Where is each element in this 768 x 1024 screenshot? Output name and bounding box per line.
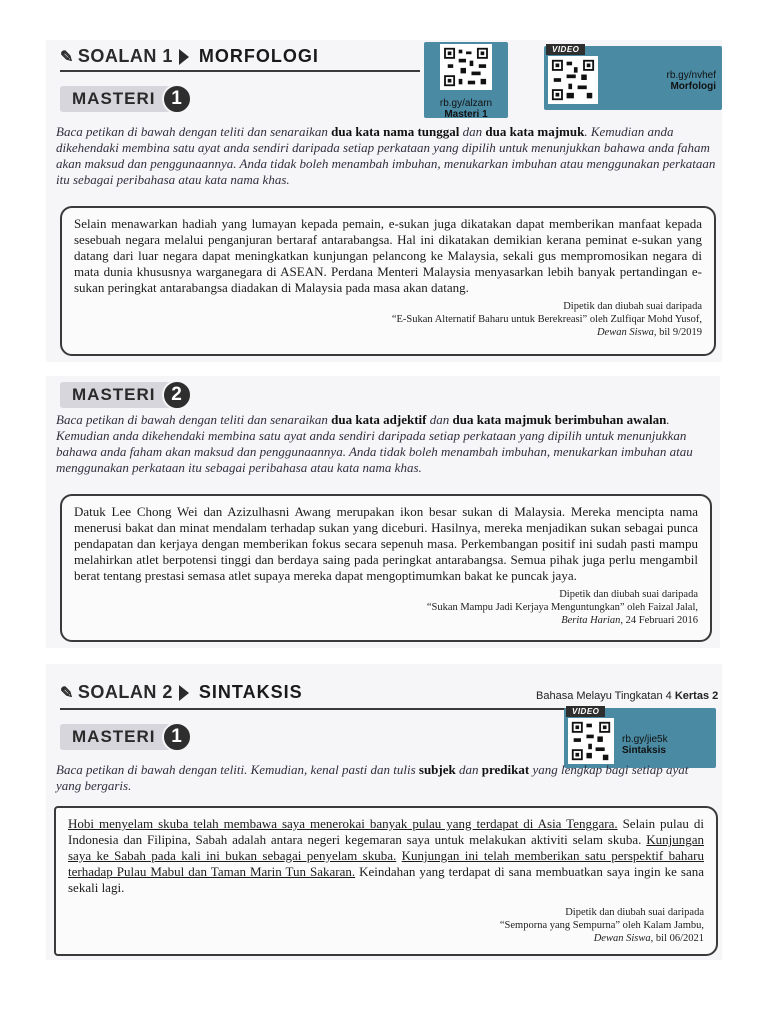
soalan-1-section [46,40,722,362]
qr-link[interactable]: rb.gy/alzarn [439,98,493,109]
masteri-label: MASTERI [60,86,190,112]
passage-box [60,206,716,356]
masteri-2-section [46,376,720,648]
passage-credit: Dipetik dan diubah suai daripada “E-Sukan Alternatif Baharu untuk Berekreasi” oleh Zulfiqar Mohd Yusof, Dewan Siswa, bil 9/2019 [391,301,702,338]
qr-code-icon[interactable] [440,44,492,90]
soalan-2-section [46,664,722,960]
qr-code-icon[interactable] [548,56,598,104]
soalan-tag: ✎ SOALAN 1 [60,46,173,66]
instruction-text: Baca petikan di bawah dengan teliti. Kemudian, kenal pasti dan tulis subjek dan predikat yang lengkap bagi setiap ayat yang bergaris. [56,762,689,793]
masteri-badge [60,84,192,114]
masteri-label: MASTERI [60,724,190,750]
video-caption [622,734,712,756]
video-link[interactable]: rb.gy/jie5k [622,734,668,745]
masteri-number: 1 [162,722,192,752]
passage-credit: Dipetik dan diubah suai daripada “Semporna yang Sempurna” oleh Kalam Jambu, Dewan Siswa, bil 06/2021 [499,907,704,944]
underlined-sentence: Hobi menyelam skuba telah membawa saya menerokai banyak pulau yang terdapat di Asia Tenggara. [68,816,618,831]
masteri-number: 1 [162,84,192,114]
topic-title: MORFOLOGI [198,46,319,66]
masteri-number: 2 [162,380,192,410]
passage-text: Selain menawarkan hadiah yang lumayan kepada pemain, e-sukan juga dikatakan dapat memberikan manfaat kepada sesebuah negara melalui penganjuran bertaraf antarabangsa. Hal ini dikatakan demikian kerana peminat e-sukan yang datang dari luar negara dapat meningkatkan kunjungan pelancong ke Malaysia, sekali gus mempromosikan negara di mata dunia khususnya warganegara di ASEAN. Perdana Menteri Malaysia menyasarkan lebih banyak pertandingan e-sukan peringkat antarabangsa diadakan di Malaysia pada masa akan datang. [74,216,702,295]
video-link[interactable]: rb.gy/nvhef [666,70,716,81]
pencil-icon: ✎ [60,684,74,702]
instruction-text: Baca petikan di bawah dengan teliti dan senaraikan dua kata adjektif dan dua kata majmuk berimbuhan awalan. Kemudian anda dikehendaki membina satu ayat anda sendiri daripada setiap perkataan yang dipilih untuk menunjukkan bahawa anda faham akan maksud dan penggunaannya. Anda tidak boleh menambah imbuhan, menukarkan imbuhan atau menggunakan perkataan itu sebagai peribahasa atau kata nama khas. [56,412,693,475]
passage-box [60,494,712,642]
underlined-sentence: Kunjungan saya ke Sabah pada kali ini bukan sebagai penyelam skuba. [68,832,704,863]
passage-text: Datuk Lee Chong Wei dan Azizulhasni Awang merupakan ikon besar sukan di Malaysia. Mereka mencipta nama menerusi bakat dan minat mendalam terhadap sukan yang diceburi. Hasilnya, mereka menjadikan sukan sebagai punca pendapatan dan kerjaya dengan memberikan fokus secara sepenuh masa. Perkembangan positif ini sudah pasti mampu melahirkan atlet berpotensi tinggi dan berdaya saing pada peringkat antarabangsa. Semua pihak juga perlu mengambil berat tentang prestasi semasa atlet supaya mereka dapat mengoptimumkan bakat ke puncak jaya. [74,504,698,583]
qr-code-icon[interactable] [568,718,614,764]
qr-caption [424,98,508,120]
video-tag: VIDEO [546,44,585,55]
masteri-badge [60,722,192,752]
topic-title: SINTAKSIS [198,682,303,702]
video-label: Sintaksis [622,745,666,756]
instruction-text: Baca petikan di bawah dengan teliti dan senaraikan dua kata nama tunggal dan dua kata majmuk. Kemudian anda dikehendaki membina satu ayat anda sendiri daripada setiap perkataan yang dipilih untuk menunjukkan bahawa anda faham akan maksud dan penggunaannya. Anda tidak boleh menambah imbuhan, menukarkan imbuhan atau menggunakan perkataan itu sebagai peribahasa atau kata nama khas. [56,124,716,187]
soalan-header [60,682,303,703]
soalan-header [60,46,319,67]
pencil-icon: ✎ [60,48,74,66]
arrow-icon [179,685,189,701]
masteri-badge [60,380,192,410]
underlined-sentence: Kunjungan ini telah memberikan satu perspektif baharu terhadap Pulau Mabul dan Taman Marin Tun Sakaran. [68,848,704,879]
passage-text: Hobi menyelam skuba telah membawa saya menerokai banyak pulau yang terdapat di Asia Tenggara. Selain pulau di Indonesia dan Filipina, Sabah adalah antara negeri kegemaran saya untuk melakukan aktiviti selam skuba. Kunjungan saya ke Sabah pada kali ini bukan sebagai penyelam skuba. Kunjungan ini telah memberikan satu perspektif baharu terhadap Pulau Mabul dan Taman Marin Tun Sakaran. Keindahan yang terdapat di sana membuatkan saya ingin ke sana sekali lagi. [68,816,704,895]
video-caption [610,70,720,92]
masteri-label: MASTERI [60,382,190,408]
soalan-tag: ✎ SOALAN 2 [60,682,173,702]
passage-box [54,806,718,956]
header-rule [60,70,420,72]
book-header: Bahasa Melayu Tingkatan 4 Kertas 2 [536,690,719,702]
arrow-icon [179,49,189,65]
video-tag: VIDEO [566,706,605,717]
video-label: Morfologi [670,81,716,92]
passage-credit: Dipetik dan diubah suai daripada “Sukan Mampu Jadi Kerjaya Menguntungkan” oleh Faizal Jalal, Berita Harian, 24 Februari 2016 [426,589,698,626]
qr-label: Masteri 1 [444,109,488,120]
